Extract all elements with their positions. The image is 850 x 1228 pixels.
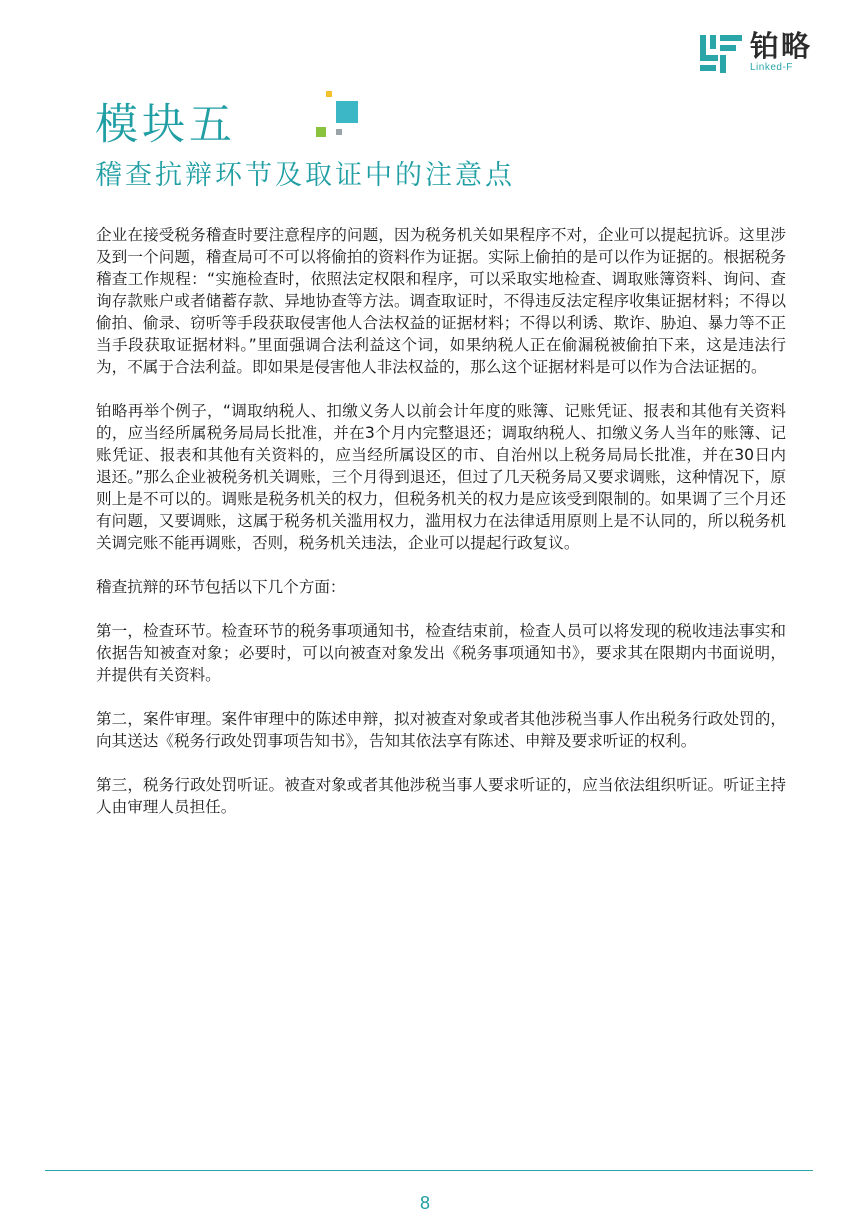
decorative-squares-icon: [316, 91, 366, 146]
paragraph: 第二，案件审理。案件审理中的陈述申辩，拟对被查对象或者其他涉税当事人作出税务行政处罚的，向其送达《税务行政处罚事项告知书》，告知其依法享有陈述、申辩及要求听证的权利。: [96, 710, 786, 750]
yellow-square: [326, 91, 332, 97]
paragraph: 铂略再举个例子，“调取纳税人、扣缴义务人以前会计年度的账簿、记账凭证、报表和其他有关资料的，应当经所属税务局局长批准，并在3个月内完整退还；调取纳税人、扣缴义务人当年的账簿、记账凭证、报表和其他有关资料的，应当经所属设区的市、自治州以上税务局局长批准，并在30日内退还。”那么企业被税务机关调账，三个月得到退还，但过了几天税务局又要求调账，这种情况下，原则上是不可以的。调账是税务机关的权力，但税务机关的权力是应该受到限制的。如果调了三个月还有问题，又要调账，这属于税务机关滥用权力，滥用权力在法律适用原则上是不认同的，所以税务机关调完账不能再调账，否则，税务机关违法，企业可以提起行政复议。: [96, 402, 786, 552]
brand-name-en: Linked-F: [749, 62, 793, 73]
green-square: [316, 127, 326, 137]
brand-logo: [700, 29, 812, 73]
paragraph: 稽查抗辩的环节包括以下几个方面：: [96, 578, 346, 596]
linked-f-logo-icon: [700, 33, 742, 73]
paragraph: 企业在接受税务稽查时要注意程序的问题，因为税务机关如果程序不对，企业可以提起抗诉。这里涉及到一个问题，稽查局可不可以将偷拍的资料作为证据。实际上偷拍的是可以作为证据的。根据税务稽查工作规程：“实施检查时，依照法定权限和程序，可以采取实地检查、调取账簿资料、询问、查询存款账户或者储蓄存款、异地协查等方法。调查取证时，不得违反法定程序收集证据材料；不得以偷拍、偷录、窃听等手段获取侵害他人合法权益的证据材料；不得以利诱、欺诈、胁迫、暴力等不正当手段获取证据材料。”里面强调合法利益这个词，如果纳税人正在偷漏税被偷拍下来，这是违法行为，不属于合法利益。即如果是侵害他人非法权益的，那么这个证据材料是可以作为合法证据的。: [96, 226, 786, 376]
paragraph: 第一，检查环节。检查环节的税务事项通知书，检查结束前，检查人员可以将发现的税收违法事实和依据告知被查对象；必要时，可以向被查对象发出《税务事项通知书》，要求其在限期内书面说明，并提供有关资料。: [96, 622, 786, 684]
gray-square: [336, 129, 342, 135]
module-title: 模块五: [95, 100, 236, 150]
footer-divider: [45, 1170, 813, 1171]
body-content: [96, 224, 786, 840]
paragraph: 第三，税务行政处罚听证。被查对象或者其他涉税当事人要求听证的，应当依法组织听证。听证主持人由审理人员担任。: [96, 776, 786, 816]
page-number: 8: [419, 1193, 430, 1213]
module-subtitle: 稽查抗辩环节及取证中的注意点: [95, 160, 515, 191]
brand-name-cn: 铂略: [749, 29, 812, 63]
teal-square: [336, 101, 358, 123]
